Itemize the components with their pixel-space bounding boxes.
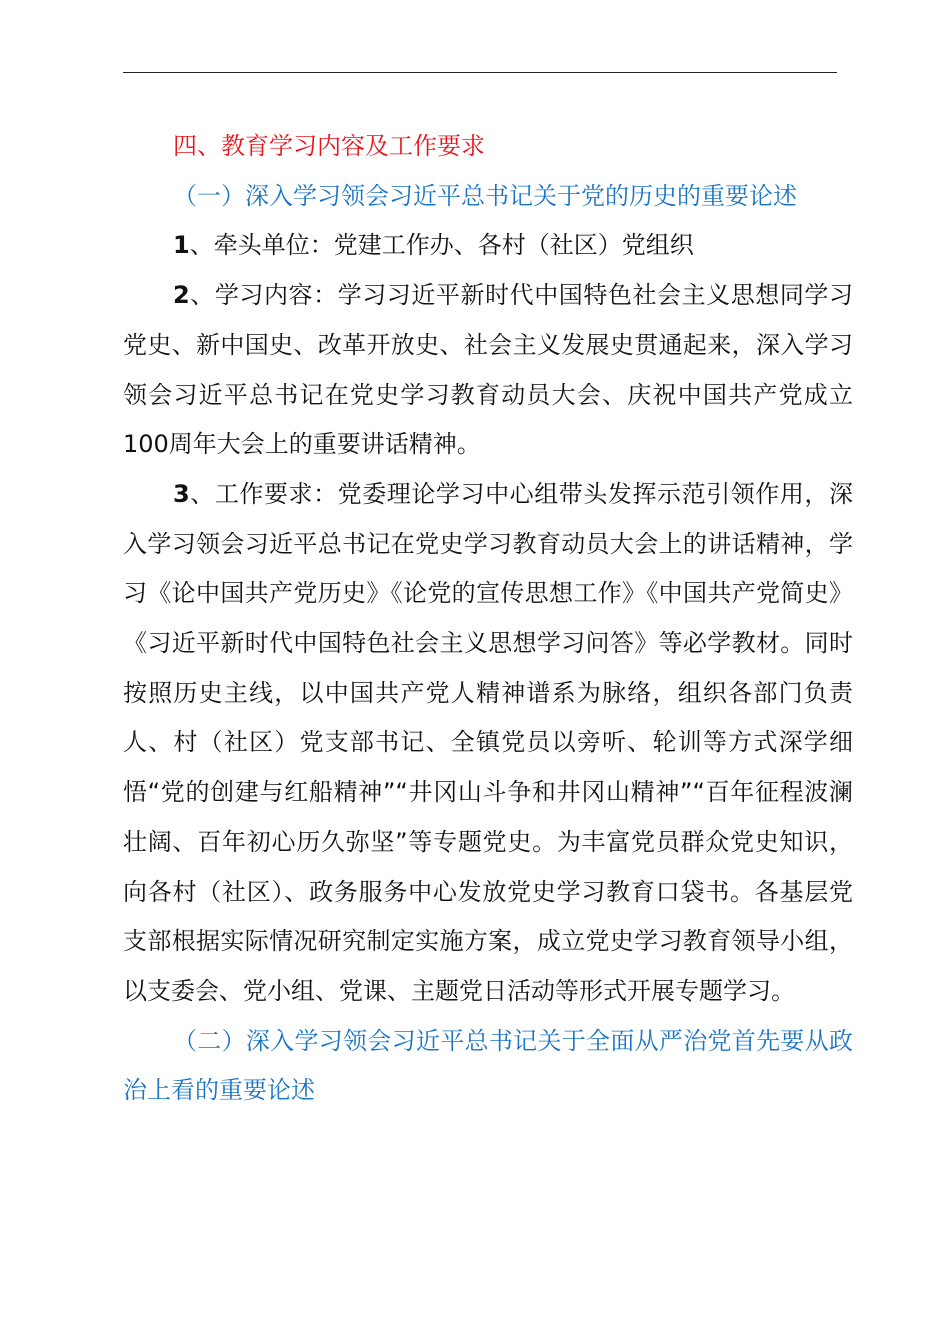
- document-body: [123, 122, 853, 1116]
- subsection-2-title: （二）深入学习领会习近平总书记关于全面从严治党首先要从政治上看的重要论述: [123, 1026, 853, 1105]
- item-2-text: 、学习内容：学习习近平新时代中国特色社会主义思想同学习党史、新中国史、改革开放史、社会主义发展史贯通起来，深入学习领会习近平总书记在党史学习教育动员大会、庆祝中国共产党成立100周年大会上的重要讲话精神。: [123, 281, 853, 459]
- section-heading: 四、教育学习内容及工作要求: [173, 132, 485, 160]
- item-1: [123, 221, 853, 271]
- header-rule: [123, 72, 837, 73]
- item-3-number: 3: [173, 479, 190, 508]
- item-2-number: 2: [173, 281, 190, 310]
- subsection-1-title: （一）深入学习领会习近平总书记关于党的历史的重要论述: [173, 181, 797, 210]
- item-1-text: 、牵头单位：党建工作办、各村（社区）党组织: [189, 231, 694, 260]
- item-3-text: 、工作要求：党委理论学习中心组带头发挥示范引领作用，深入学习领会习近平总书记在党史学习教育动员大会上的讲话精神，学习《论中国共产党历史》《论党的宣传思想工作》《中国共产党简史》《习近平新时代中国特色社会主义思想学习问答》等必学教材。同时按照历史主线，以中国共产党人精神谱系为脉络，组织各部门负责人、村（社区）党支部书记、全镇党员以旁听、轮训等方式深学细悟“党的创建与红船精神”“井冈山斗争和井冈山精神”“百年征程波澜壮阔、百年初心历久弥坚”等专题党史。为丰富党员群众党史知识，向各村（社区）、政务服务中心发放党史学习教育口袋书。各基层党支部根据实际情况研究制定实施方案，成立党史学习教育领导小组，以支委会、党小组、党课、主题党日活动等形式开展专题学习。: [123, 479, 853, 1005]
- item-1-number: 1: [173, 231, 190, 260]
- item-2: [123, 271, 853, 470]
- item-3: [123, 470, 853, 1017]
